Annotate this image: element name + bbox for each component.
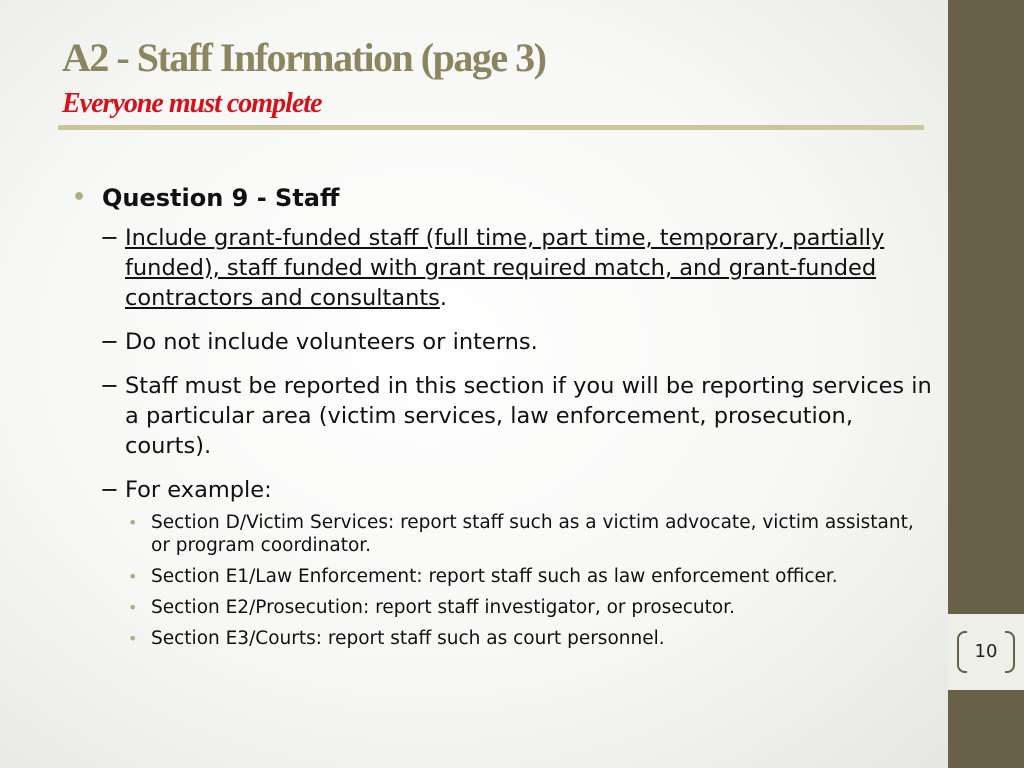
bullet-icon: •	[128, 629, 138, 648]
page-number-box	[948, 614, 1024, 690]
dash-icon: −	[100, 225, 119, 251]
bullet-icon: •	[72, 185, 87, 210]
bullet-heading	[72, 183, 932, 213]
item-text: Staff must be reported in this section if you will be reporting services in a particular area (victim services, law enforcement, prosecution, courts).	[125, 373, 932, 459]
heading-text: Question 9 - Staff	[102, 184, 340, 212]
example-text: Section E1/Law Enforcement: report staff such as law enforcement officer.	[151, 566, 838, 587]
list-item	[72, 371, 932, 461]
slide-title: A2 - Staff Information (page 3)	[62, 35, 546, 80]
slide-body	[72, 183, 932, 658]
example-item	[72, 565, 932, 588]
example-text: Section E3/Courts: report staff such as court personnel.	[151, 628, 665, 649]
dash-icon: −	[100, 477, 119, 503]
example-item	[72, 627, 932, 650]
list-item	[72, 327, 932, 357]
item-text: Do not include volunteers or interns.	[125, 329, 538, 355]
item-text-tail: .	[439, 285, 448, 311]
title-divider	[58, 125, 924, 130]
bullet-icon: •	[128, 513, 138, 532]
example-text: Section D/Victim Services: report staff such as a victim advocate, victim assistant, or program coordinator.	[151, 512, 914, 556]
slide-subtitle: Everyone must complete	[62, 88, 322, 119]
example-text: Section E2/Prosecution: report staff investigator, or prosecutor.	[151, 597, 735, 618]
dash-icon: −	[100, 373, 119, 399]
item-text: For example:	[125, 477, 272, 503]
list-item	[72, 223, 932, 313]
example-item	[72, 596, 932, 619]
item-text-underlined: Include grant-funded staff (full time, part time, temporary, partially funded), staff funded with grant required match, and grant-funded contractors and consultants	[125, 225, 885, 311]
bullet-icon: •	[128, 598, 138, 617]
bullet-icon: •	[128, 567, 138, 586]
example-item	[72, 511, 932, 557]
list-item	[72, 475, 932, 505]
dash-icon: −	[100, 329, 119, 355]
page-number: 10	[974, 641, 998, 662]
